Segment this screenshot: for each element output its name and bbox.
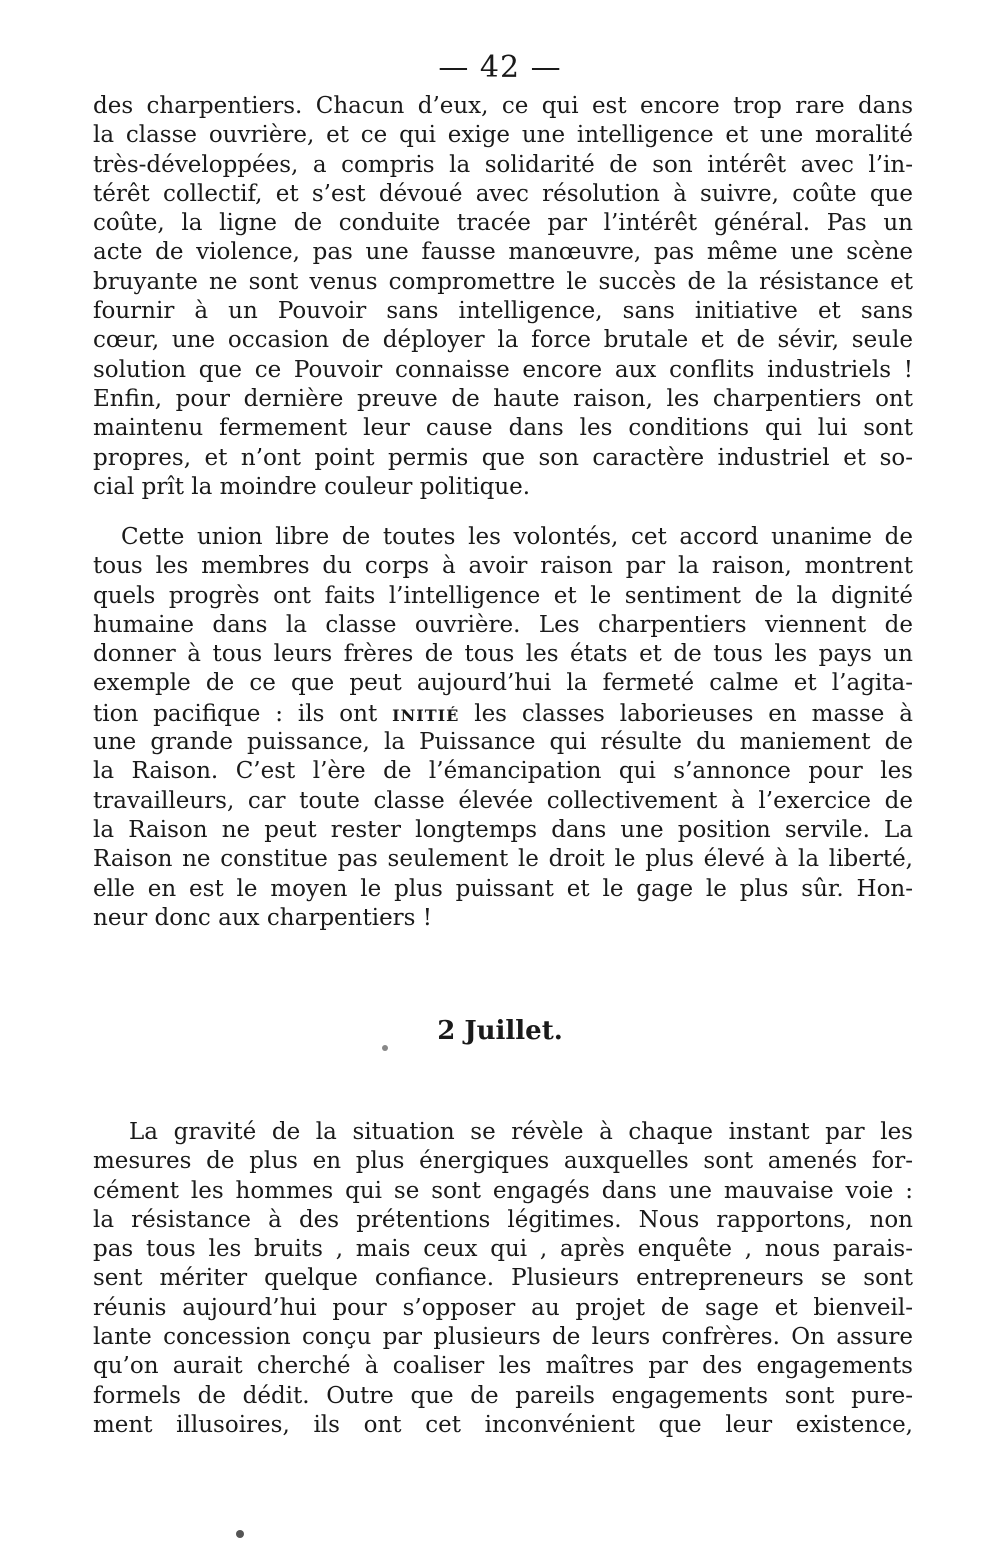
paragraph-union: [93, 523, 913, 933]
text-line: Raison ne constitue pas seulement le droit le plus élevé à la liberté,: [93, 846, 913, 873]
text-line: La gravité de la situation se révèle à chaque instant par les: [129, 1119, 913, 1145]
ink-speck: [236, 1530, 244, 1538]
text-line: fournir à un Pouvoir sans intelligence, sans initiative et sans: [93, 298, 913, 325]
text-line: une grande puissance, la Puissance qui résulte du maniement de: [93, 729, 913, 756]
text-line: [93, 699, 913, 728]
text-fragment: tion pacifique : ils ont: [93, 700, 393, 727]
text-line: mesures de plus en plus énergiques auxquelles sont amenés for-: [93, 1148, 913, 1175]
text-line: maintenu fermement leur cause dans les conditions qui lui sont: [93, 415, 913, 442]
text-line: la Raison. C’est l’ère de l’émancipation qui s’annonce pour les: [93, 758, 913, 785]
text-line: la Raison ne peut rester longtemps dans une position servile. La: [93, 816, 913, 843]
text-line: humaine dans la classe ouvrière. Les charpentiers viennent de: [93, 611, 913, 638]
text-line: térêt collectif, et s’est dévoué avec résolution à suivre, coûte que: [93, 180, 913, 207]
text-fragment: les classes laborieuses en masse à: [459, 700, 913, 727]
text-line: bruyante ne sont venus compromettre le succès de la résistance et: [93, 268, 913, 295]
text-line: Enfin, pour dernière preuve de haute raison, les charpentiers ont: [93, 385, 913, 412]
section-heading: 2 Juillet.: [437, 1016, 563, 1046]
text-line: ment illusoires, ils ont cet inconvénient que leur existence,: [93, 1411, 913, 1438]
text-line: acte de violence, pas une fausse manœuvre, pas même une scène: [93, 239, 913, 266]
text-line: sent mériter quelque confiance. Plusieurs entrepreneurs se sont: [93, 1265, 913, 1292]
text-line: réunis aujourd’hui pour s’opposer au projet de sage et bienveil-: [93, 1294, 913, 1321]
text-line: elle en est le moyen le plus puissant et le gage le plus sûr. Hon-: [93, 875, 913, 902]
text-line: Cette union libre de toutes les volontés, cet accord unanime de: [121, 524, 913, 550]
text-line: pas tous les bruits , mais ceux qui , après enquête , nous parais-: [93, 1236, 913, 1263]
paragraph-continuation: [93, 92, 913, 502]
ink-speck: [382, 1045, 388, 1051]
text-line: cément les hommes qui se sont engagés dans une mauvaise voie :: [93, 1177, 913, 1204]
emphasized-word: initié: [392, 699, 460, 727]
text-line: qu’on aurait cherché à coaliser les maîtres par des engagements: [93, 1353, 913, 1380]
text-line: formels de dédit. Outre que de pareils engagements sont pure-: [93, 1382, 913, 1409]
text-line: cial prît la moindre couleur politique.: [93, 473, 531, 500]
text-line: lante concession conçu par plusieurs de leurs confrères. On assure: [93, 1324, 913, 1351]
text-line: coûte, la ligne de conduite tracée par l’intérêt général. Pas un: [93, 210, 913, 237]
text-line: des charpentiers. Chacun d’eux, ce qui est encore trop rare dans: [93, 93, 913, 119]
text-line: solution que ce Pouvoir connaisse encore aux conflits industriels !: [93, 356, 913, 383]
text-line: cœur, une occasion de déployer la force brutale et de sévir, seule: [93, 327, 913, 354]
text-line: travailleurs, car toute classe élevée collectivement à l’exercice de: [93, 787, 913, 814]
text-line: exemple de ce que peut aujourd’hui la fermeté calme et l’agita-: [93, 670, 913, 697]
paragraph-gravite: [93, 1118, 913, 1440]
page-number: — 42 —: [438, 50, 562, 85]
text-line: donner à tous leurs frères de tous les états et de tous les pays un: [93, 641, 913, 668]
text-line: la classe ouvrière, et ce qui exige une intelligence et une moralité: [93, 122, 913, 149]
text-line: très-développées, a compris la solidarité de son intérêt avec l’in-: [93, 151, 913, 178]
text-line: propres, et n’ont point permis que son caractère industriel et so-: [93, 444, 913, 471]
text-line: la résistance à des prétentions légitimes. Nous rapportons, non: [93, 1206, 913, 1233]
text-line: neur donc aux charpentiers !: [93, 904, 433, 931]
text-line: quels progrès ont faits l’intelligence et le sentiment de la dignité: [93, 582, 913, 609]
text-line: tous les membres du corps à avoir raison par la raison, montrent: [93, 553, 913, 580]
